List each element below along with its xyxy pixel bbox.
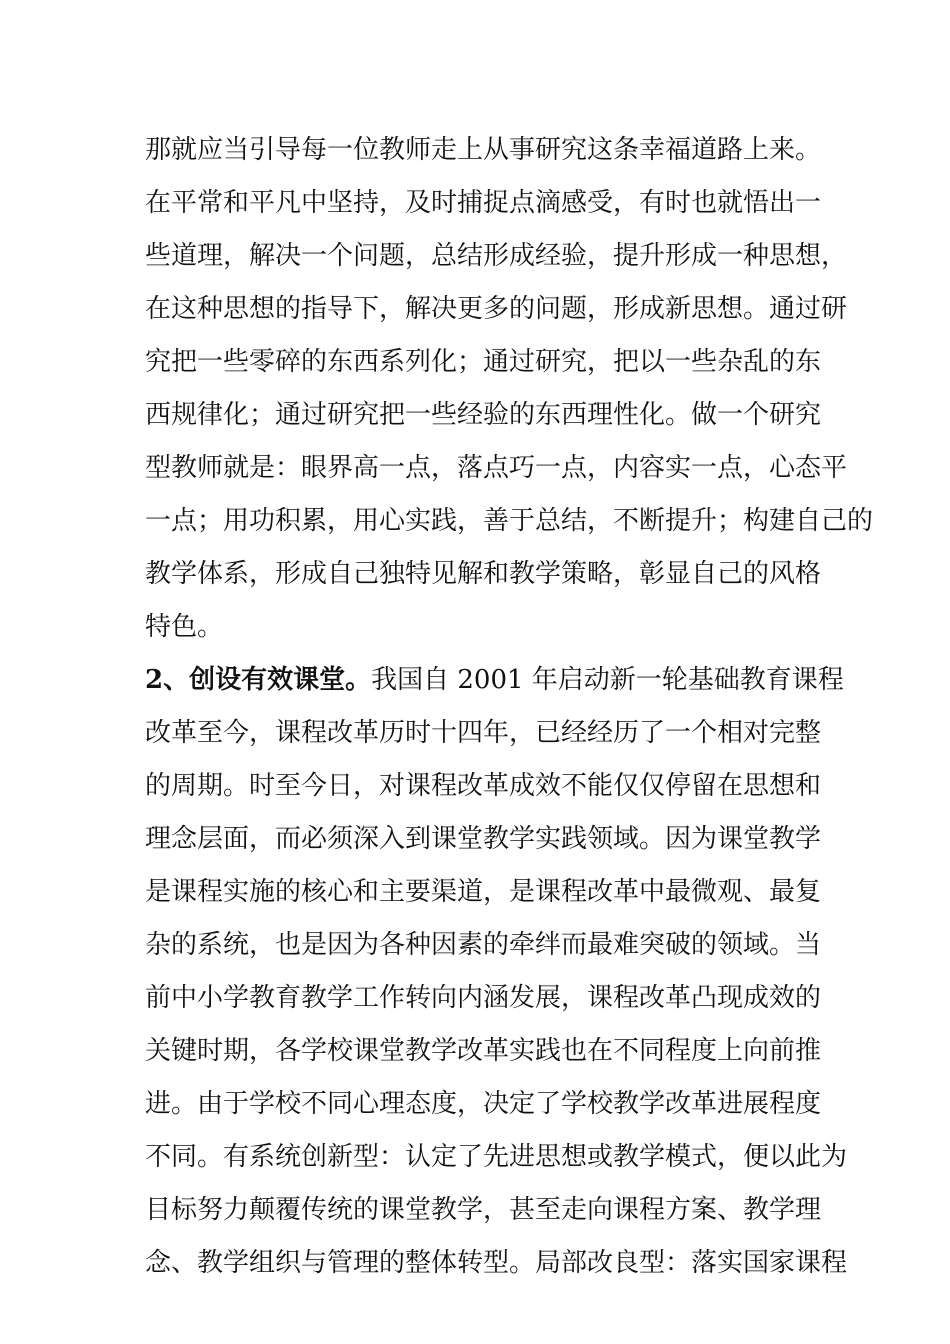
section-2-line-8: 关键时期，各学校课堂教学改革实践也在不同程度上向前推 (145, 1036, 822, 1066)
paragraph-line-1: 那就应当引导每一位教师走上从事研究这条幸福道路上来。 (145, 135, 822, 165)
section-2-first-line (145, 654, 844, 707)
section-2-line-10: 不同。有系统创新型：认定了先进思想或教学模式，便以此为 (145, 1142, 848, 1172)
paragraph-line-6: 西规律化；通过研究把一些经验的东西理性化。做一个研究 (145, 400, 822, 430)
section-2-line-7: 前中小学教育教学工作转向内涵发展，课程改革凸现成效的 (145, 983, 822, 1013)
section-2-heading: 2、创设有效课堂。 (145, 665, 372, 695)
paragraph-line-3: 些道理，解决一个问题，总结形成经验，提升形成一种思想， (145, 241, 848, 271)
paragraph-line-4: 在这种思想的指导下，解决更多的问题，形成新思想。通过研 (145, 294, 848, 324)
section-2-line-12: 念、教学组织与管理的整体转型。局部改良型：落实国家课程 (145, 1248, 848, 1278)
paragraph-line-8: 一点；用功积累，用心实践，善于总结，不断提升；构建自己的 (145, 506, 874, 536)
section-2-line-9: 进。由于学校不同心理态度，决定了学校教学改革进展程度 (145, 1089, 822, 1119)
section-2-line-6: 杂的系统，也是因为各种因素的牵绊而最难突破的领域。当 (145, 930, 822, 960)
paragraph-line-2: 在平常和平凡中坚持，及时捕捉点滴感受，有时也就悟出一 (145, 188, 822, 218)
section-2-line-2: 改革至今，课程改革历时十四年，已经经历了一个相对完整 (145, 718, 822, 748)
section-2-line-3: 的周期。时至今日，对课程改革成效不能仅仅停留在思想和 (145, 771, 822, 801)
paragraph-line-9: 教学体系，形成自己独特见解和教学策略，彰显自己的风格 (145, 559, 822, 589)
section-2-line-5: 是课程实施的核心和主要渠道，是课程改革中最微观、最复 (145, 877, 822, 907)
paragraph-line-10: 特色。 (145, 612, 224, 642)
section-2-line-11: 目标努力颠覆传统的课堂教学，甚至走向课程方案、教学理 (145, 1195, 822, 1225)
paragraph-line-7: 型教师就是：眼界高一点，落点巧一点，内容实一点，心态平 (145, 453, 848, 483)
section-2-line-4: 理念层面，而必须深入到课堂教学实践领域。因为课堂教学 (145, 824, 822, 854)
section-2-first-line-text: 我国自 2001 年启动新一轮基础教育课程 (371, 665, 844, 695)
body-text (145, 124, 874, 1290)
paragraph-line-5: 究把一些零碎的东西系列化；通过研究，把以一些杂乱的东 (145, 347, 822, 377)
